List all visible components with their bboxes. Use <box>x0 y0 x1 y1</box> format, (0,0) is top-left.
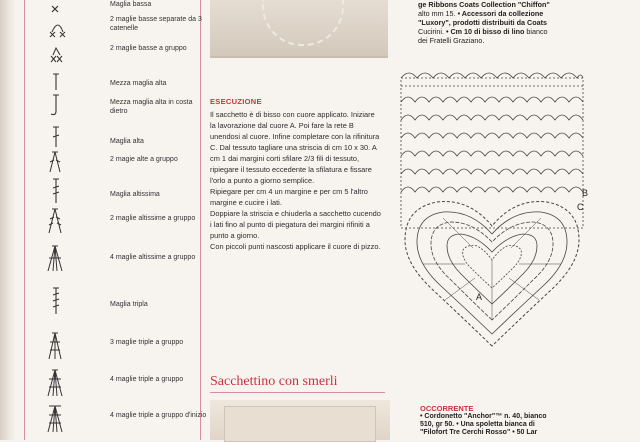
sacchettino-photo <box>210 400 390 440</box>
esecuzione-paragraph: Con piccoli punti nascosti applicare il cuore di pizzo. <box>210 242 381 251</box>
occorrente-line: • Cordonetto "Anchor"™ n. 40, bianco <box>420 413 547 420</box>
legend-label: Maglia bassa <box>110 1 152 8</box>
legend-label: Mezza maglia alta in costa dietro <box>110 99 193 115</box>
legend-label: 2 maglie altissime a gruppo <box>110 215 196 222</box>
legend-label: Mezza maglia alta <box>110 80 167 87</box>
legend-label: Maglia alta <box>110 138 144 145</box>
legend-label: Maglia tripla <box>110 301 148 308</box>
legend-label: 4 maglie triple a gruppo <box>110 376 184 383</box>
quattro-maglie-altissime-icon <box>44 243 74 273</box>
lace-edge <box>262 0 344 46</box>
quattro-maglie-triple-inizio-icon <box>44 403 74 433</box>
maglia-tripla-icon <box>44 285 74 315</box>
crochet-heart-diagram <box>393 68 591 358</box>
materials-line: dei Fratelli Graziano. <box>418 36 485 45</box>
materials-continued <box>418 0 618 45</box>
tre-maglie-triple-icon <box>44 330 74 360</box>
stitch-legend <box>44 0 207 440</box>
materials-line: Cucirini. • Cm 10 di bisso di lino bianco <box>418 27 548 36</box>
label-b: B <box>582 188 589 198</box>
esecuzione-paragraph: Il sacchetto è di bisso con cuore applicato. Iniziare la lavorazione dal cuore A. Poi fare la rete B unendosi al cuore. Infine completare con la rifinitura C. Dal tessuto tagliare una striscia di cm 10 x 30. A cm 1 dai margini corti sfilare 2/3 fili di tessuto, ripiegare il tessuto eccedente la sfilatura e fissare l'orlo a punto a giorno semplice. <box>210 110 382 185</box>
legend-label: 2 maglie basse a gruppo <box>110 45 187 52</box>
maglie-alte-gruppo-icon <box>44 146 74 176</box>
materials-line: alto mm 15. • Accessori da collezione <box>418 9 544 18</box>
occorrente-line: 510, gr 50. • Una spoletta bianca di <box>420 421 535 428</box>
legend-label: 2 maglie basse separate da 3 catenelle <box>110 16 202 32</box>
quattro-maglie-triple-icon <box>44 367 74 397</box>
occorrente-heading: OCCORRENTE <box>420 404 474 413</box>
photo-content <box>224 406 376 442</box>
sacchettino-title: Sacchettino con smerli <box>210 374 338 389</box>
label-a: A <box>476 292 483 302</box>
maglie-altissime-gruppo-icon <box>44 205 74 235</box>
margin-rule <box>24 0 25 440</box>
esecuzione-paragraph: Doppiare la striscia e chiuderla a sacchetto cucendo i lati fino al punto di piegatura dei margini rifiniti a punto a giorno. <box>210 209 383 240</box>
legend-label: 3 maglie triple a gruppo <box>110 339 184 346</box>
occorrente-line: "Filofort Tre Cerchi Rosso" • 50 Lar <box>420 429 538 436</box>
esecuzione-heading: ESECUZIONE <box>210 97 262 106</box>
occorrente-text <box>420 413 620 437</box>
mezza-maglia-alta-costa-icon <box>44 89 74 119</box>
page-spine <box>0 0 16 440</box>
legend-label: 4 maglie triple a gruppo d'inizio <box>110 412 207 419</box>
esecuzione-paragraph: Ripiegare per cm 4 un margine e per cm 5 l'altro margine e cucire i lati. <box>210 187 370 207</box>
materials-line: ge Ribbons Coats Collection "Chiffon" <box>418 0 550 9</box>
legend-label: Maglia altissima <box>110 191 160 198</box>
label-c: C <box>577 202 584 212</box>
title-underline <box>210 392 385 393</box>
legend-label: 4 maglie altissime a gruppo <box>110 254 196 261</box>
legend-label: 2 magie alte a gruppo <box>110 156 178 163</box>
lace-heart-photo <box>210 0 388 58</box>
maglie-basse-gruppo-icon <box>44 38 74 68</box>
maglia-altissima-icon <box>44 175 74 205</box>
esecuzione-section <box>210 96 382 252</box>
materials-line: "Luxory", prodotti distribuiti da Coats <box>418 18 548 27</box>
